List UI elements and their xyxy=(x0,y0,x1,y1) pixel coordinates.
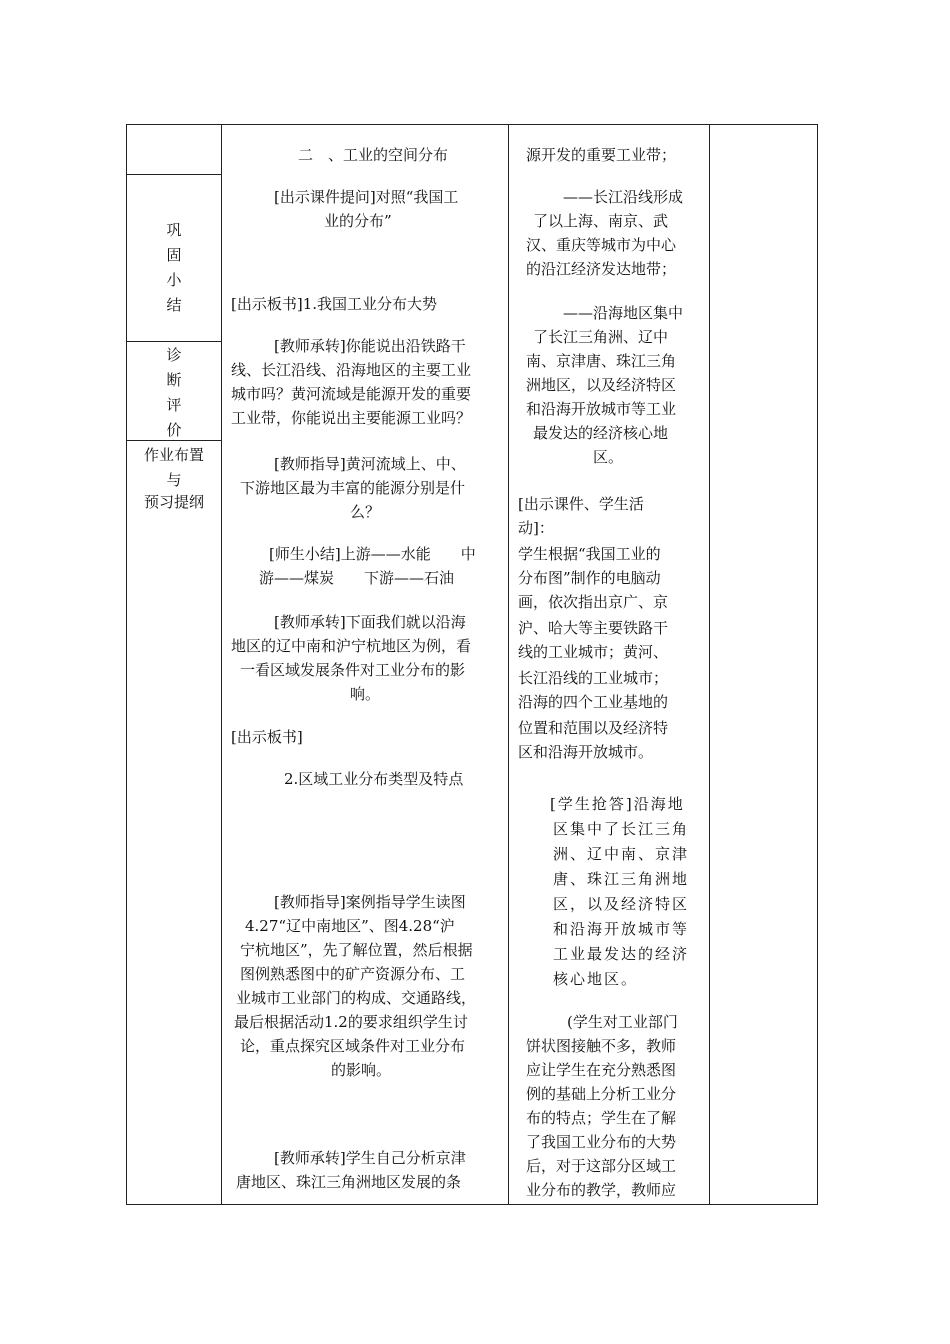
row-divider xyxy=(126,341,221,342)
document-page: 巩 固 小 结 诊 断 评 价 作业布置 与 预习提纲 二 、工业的空间分布 [出示课件提问]对照“我国工 业的分布” [出示板书]1.我国工业分布大势 [教师承转]你能说出沿铁路干 线、长江沿线、沿海地区的主要工业 城市吗？黄河流域是能源开发的重要 工业带，你能说出主要能源工业吗？ [教师指导]黄河流域上、中、 下游地区最为丰富的能源分别是什 么？ [师生小结]上游——水能 中 游——煤炭 下游——石油 [教师承转]下面我们就以沿海 地区的辽中南和沪宁杭地区为例，看 一看区域发展条件对工业分布的影 响。 [出示板书] 2.区域工业分布类型及特点 [教师指导]案例指导学生读图 4.27“辽中南地区”、图4.28“沪 宁杭地区”，先了解位置，然后根据 图例熟悉图中的矿产资源分布、工 业城市工业部门的构成、交通路线， 最后根据活动1.2的要求组织学生讨 论，重点探究区域条件对工业分布 的影响。 [教师承转]学生自己分析京津 唐地区、珠江三角洲地区发展的条 源开发的重要工业带； ——长江沿线形成 了以上海、南京、武 汉、重庆等城市为中心 的沿江经济发达地带； ——沿海地区集中 了长江三角洲、辽中 南、京津唐、珠江三角 洲地区，以及经济特区 和沿海开放城市等工业 最发达的经济核心地 区。 [出示课件、学生活 动]： 学生根据“我国工业的 分布图”制作的电脑动 画，依次指出京广、京 沪、哈大等主要铁路干 线的工业城市；黄河、 长江沿线的工业城市； 沿海的四个工业基地的 位置和范围以及经济特 区和沿海开放城市。 [学生抢答]沿海地 区集中了长江三角 洲、辽中南、京津 唐、珠江三角洲地 区，以及经济特区 和沿海开放城市等 工业最发达的经济 核心地区。 (学生对工业部门 饼状图接触不多，教师 应让学生在充分熟悉图 例的基础上分析工业分 布的特点；学生在了解 了我国工业分布的大势 后，对于这部分区域工 业分布的教学，教师应 xyxy=(0,0,950,1344)
board-heading: [出示板书]1.我国工业分布大势 xyxy=(231,295,438,313)
column-divider xyxy=(221,124,222,1205)
paragraph: 源开发的重要工业带； xyxy=(526,146,677,164)
column-divider xyxy=(508,124,509,1205)
section-title: 二 、工业的空间分布 xyxy=(298,146,449,164)
board-subheading: 2.区域工业分布类型及特点 xyxy=(284,770,464,788)
row-divider xyxy=(126,174,221,175)
column-divider xyxy=(709,124,710,1205)
board-heading: [出示板书] xyxy=(231,728,303,746)
table-border xyxy=(126,124,818,1205)
